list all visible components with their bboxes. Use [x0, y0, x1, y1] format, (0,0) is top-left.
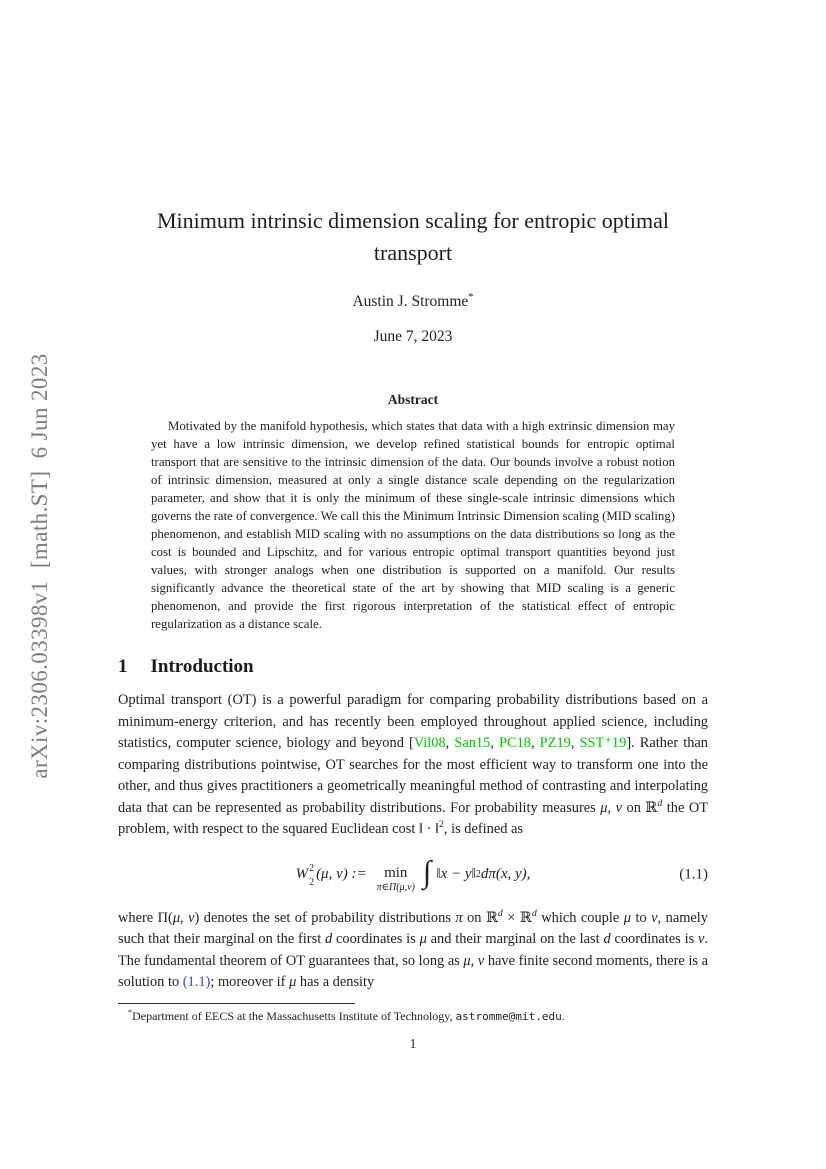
- math-superscript: d: [497, 907, 503, 919]
- math-text: μ: [289, 974, 297, 990]
- main-column: [118, 656, 708, 994]
- text-run: have finite second moments, there is a solution to: [118, 952, 709, 990]
- paper-title: Minimum intrinsic dimension scaling for entropic optimal transport: [156, 208, 670, 265]
- citation-link[interactable]: Vil08: [413, 735, 446, 751]
- citation-link[interactable]: PC18: [499, 735, 531, 751]
- math-text: d: [325, 931, 333, 947]
- text-run: to: [630, 909, 652, 926]
- math-text: ν: [651, 909, 658, 926]
- text-run: and their marginal on the last: [426, 931, 604, 947]
- text-run: ) denotes the set of probability distributions: [194, 909, 456, 926]
- author-name: [0, 293, 826, 311]
- text-run: ,: [531, 735, 540, 751]
- equation-measure: dπ(x, y),: [480, 866, 531, 882]
- equation-1-1: [118, 854, 708, 896]
- abstract-heading: Abstract: [387, 392, 439, 407]
- math-text: π: [455, 909, 463, 926]
- footnote: [118, 1009, 708, 1024]
- text-run: .: [561, 1009, 565, 1023]
- text-run: where Π(: [118, 909, 173, 926]
- text-run: coordinates is: [610, 931, 698, 947]
- text-run: Department of EECS at the Massachusetts Institute of Technology,: [132, 1009, 456, 1023]
- math-text: d: [603, 931, 611, 947]
- arxiv-watermark: arXiv:2306.03398v1 [math.ST] 6 Jun 2023: [27, 353, 52, 779]
- equation-min-operator: [377, 866, 415, 893]
- equation-norm: ‖x − y‖: [436, 866, 476, 882]
- math-text: μ: [419, 931, 427, 947]
- math-superscript: d: [657, 797, 663, 809]
- text-run: ,: [445, 735, 455, 751]
- text-run: , namely such that their marginal on the first: [118, 909, 708, 947]
- equation-subscript: 2: [309, 876, 315, 888]
- text-run: ,: [570, 735, 580, 751]
- min-constraint: π∈Π(μ,ν): [376, 882, 415, 893]
- text-run: on ℝ: [622, 799, 658, 816]
- text-run: ]. Rather than comparing distributions pointwise, OT searches for the most efficient way to transform one into the other, and thus gives practitioners a geometrically meaningful method of contrasting and interpolating data that can be represented as probability distributions. For probability measures: [118, 735, 708, 816]
- page-number: 1: [409, 1036, 417, 1051]
- math-superscript: d: [531, 907, 537, 919]
- text-run: ; moreover if: [210, 974, 290, 990]
- math-text: μ, ν: [600, 799, 622, 816]
- superscript: *: [468, 291, 474, 303]
- text-run: has a density: [296, 974, 375, 990]
- text-run: . The fundamental theorem of OT guarantees that, so long as: [118, 931, 708, 969]
- min-label: min: [384, 865, 408, 881]
- equation-sup-sub: [309, 864, 314, 888]
- footnote-rule: [118, 1003, 355, 1004]
- math-text: μ, ν: [172, 909, 195, 926]
- text-run: the OT problem, with respect to the squared Euclidean cost ‖ · ‖: [118, 799, 709, 837]
- section-title: Introduction: [150, 656, 254, 677]
- equation-arguments: (μ, ν) :=: [316, 866, 367, 882]
- section-heading-introduction: [118, 656, 708, 678]
- paper-date: June 7, 2023: [373, 328, 453, 345]
- citation-link[interactable]: PZ19: [539, 735, 571, 751]
- text-run: Austin J. Stromme: [352, 293, 469, 310]
- intro-paragraph-1: [118, 690, 708, 841]
- text-run: , is defined as: [443, 821, 524, 837]
- footnote-block: [118, 1003, 708, 1024]
- text-run: which couple: [536, 909, 624, 926]
- equation-ref-link[interactable]: (1.1): [182, 974, 211, 990]
- section-number: 1: [118, 656, 128, 677]
- math-text: μ, ν: [463, 952, 485, 969]
- math-text: ν: [698, 931, 705, 947]
- text-run: Optimal transport (OT) is a powerful paradigm for comparing probability distributions based on a minimum-energy criterion, and has recently been employed throughout applied science, including statistics, computer science, biology and beyond [: [118, 692, 708, 751]
- equation-tag: (1.1): [679, 866, 708, 882]
- intro-paragraph-2: [118, 908, 708, 994]
- superscript: 2: [438, 819, 444, 831]
- text-run: coordinates is: [332, 931, 420, 947]
- superscript: *: [128, 1008, 133, 1017]
- abstract-body: Motivated by the manifold hypothesis, which states that data with a high extrinsic dimension may yet have a low intrinsic dimension, we develop refined statistical bounds for entropic optimal transport that are sensitive to the intrinsic dimension of the data. Our bounds involve a robust notion of intrinsic dimension, measured at only a single distance scale depending on the regularization parameter, and show that it is only the minimum of these single-scale intrinsic dimensions which governs the rate of convergence. We call this the Minimum Intrinsic Dimension scaling (MID scaling) phenomenon, and establish MID scaling with no assumptions on the data distributions so long as the cost is bounded and Lipschitz, and for various entropic optimal transport quantities beyond just values, with stronger analogs when one distribution is supported on a manifold. Our results significantly advance the theoretical state of the art by showing that MID scaling is a generic phenomenon, and provide the first rigorous interpretation of the statistical effect of entropic regularization as a distance scale.: [151, 419, 675, 631]
- equation-W: W: [295, 866, 309, 882]
- text-run: ,: [490, 735, 499, 751]
- math-text: μ: [623, 909, 631, 926]
- equation-superscript: 2: [309, 862, 315, 874]
- text-run: on ℝ: [462, 909, 498, 926]
- text-run: × ℝ: [502, 909, 532, 926]
- email-text: astromme@mit.edu: [455, 1010, 562, 1023]
- citation-link[interactable]: San15: [454, 735, 491, 751]
- citation-link[interactable]: SST⁺19: [579, 735, 627, 751]
- integral-sign: ∫: [422, 854, 432, 889]
- equation-body: W 2 2 (μ, ν) := min π∈Π(μ,ν) ∫ ‖x − y‖ 2 dπ(x, y),: [295, 854, 531, 893]
